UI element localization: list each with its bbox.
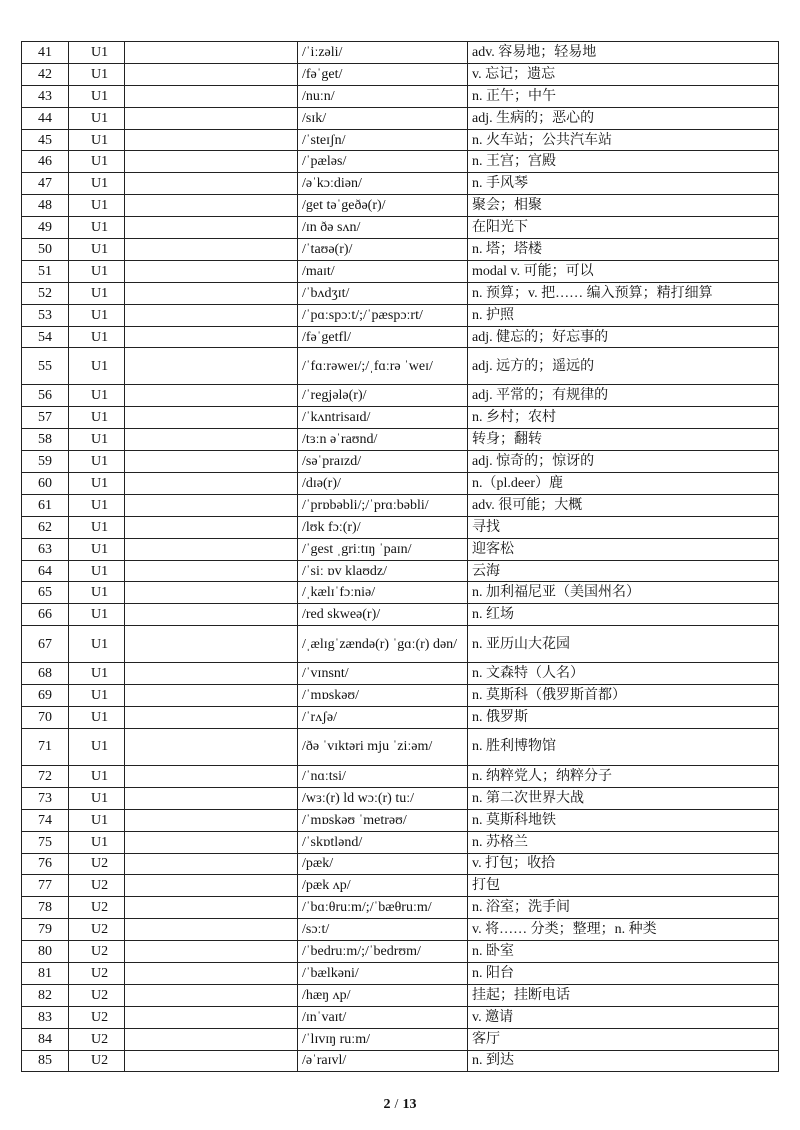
unit-cell: U2 (69, 984, 125, 1006)
table-row (22, 494, 779, 516)
phonetic-cell: /maɪt/ (298, 260, 468, 282)
phonetic-cell: /səˈpraɪzd/ (298, 451, 468, 473)
unit-cell: U1 (69, 260, 125, 282)
meaning-cell: n. 王宫；宫殿 (468, 151, 779, 173)
word-cell (125, 173, 298, 195)
meaning-cell: n. 浴室；洗手间 (468, 897, 779, 919)
word-cell (125, 787, 298, 809)
unit-cell: U1 (69, 728, 125, 765)
unit-cell: U2 (69, 1050, 125, 1072)
row-number-cell: 57 (22, 407, 69, 429)
word-cell (125, 919, 298, 941)
phonetic-cell: /ˈmɒskəʊ/ (298, 685, 468, 707)
meaning-cell: v. 忘记；遗忘 (468, 63, 779, 85)
row-number-cell: 68 (22, 663, 69, 685)
word-cell (125, 809, 298, 831)
table-row (22, 582, 779, 604)
row-number-cell: 56 (22, 385, 69, 407)
unit-cell: U1 (69, 707, 125, 729)
phonetic-cell: /ˈsiː ɒv klaʊdz/ (298, 560, 468, 582)
phonetic-cell: /ˈbɑːθruːm/;/ˈbæθruːm/ (298, 897, 468, 919)
word-cell (125, 473, 298, 495)
phonetic-cell: /get təˈgeðə(r)/ (298, 195, 468, 217)
meaning-cell: n.（pl.deer）鹿 (468, 473, 779, 495)
word-cell (125, 538, 298, 560)
unit-cell: U1 (69, 787, 125, 809)
phonetic-cell: /ˈnɑːtsi/ (298, 765, 468, 787)
word-cell (125, 326, 298, 348)
meaning-cell: v. 打包；收拾 (468, 853, 779, 875)
word-cell (125, 304, 298, 326)
table-row (22, 326, 779, 348)
word-cell (125, 728, 298, 765)
word-cell (125, 984, 298, 1006)
row-number-cell: 62 (22, 516, 69, 538)
phonetic-cell: /ˈprɒbəbli/;/ˈprɑːbəbli/ (298, 494, 468, 516)
table-row (22, 875, 779, 897)
table-row (22, 151, 779, 173)
phonetic-cell: /ɪn ðə sʌn/ (298, 217, 468, 239)
row-number-cell: 49 (22, 217, 69, 239)
table-row (22, 560, 779, 582)
unit-cell: U1 (69, 685, 125, 707)
phonetic-cell: /pæk ʌp/ (298, 875, 468, 897)
phonetic-cell: /ˌkælɪˈfɔːniə/ (298, 582, 468, 604)
row-number-cell: 41 (22, 42, 69, 64)
row-number-cell: 58 (22, 429, 69, 451)
meaning-cell: 云海 (468, 560, 779, 582)
table-row (22, 897, 779, 919)
meaning-cell: 聚会；相聚 (468, 195, 779, 217)
meaning-cell: 迎客松 (468, 538, 779, 560)
table-row (22, 765, 779, 787)
unit-cell: U2 (69, 962, 125, 984)
table-row (22, 348, 779, 385)
unit-cell: U1 (69, 173, 125, 195)
row-number-cell: 83 (22, 1006, 69, 1028)
phonetic-cell: /ðə ˈvɪktəri mju ˈziːəm/ (298, 728, 468, 765)
row-number-cell: 76 (22, 853, 69, 875)
phonetic-cell: /ˈkʌntrisaɪd/ (298, 407, 468, 429)
meaning-cell: adj. 远方的；遥远的 (468, 348, 779, 385)
meaning-cell: modal v. 可能；可以 (468, 260, 779, 282)
meaning-cell: n. 乡村；农村 (468, 407, 779, 429)
word-cell (125, 85, 298, 107)
meaning-cell: adj. 生病的；恶心的 (468, 107, 779, 129)
meaning-cell: n. 红场 (468, 604, 779, 626)
unit-cell: U1 (69, 516, 125, 538)
row-number-cell: 52 (22, 282, 69, 304)
unit-cell: U2 (69, 919, 125, 941)
table-row (22, 787, 779, 809)
phonetic-cell: /hæŋ ʌp/ (298, 984, 468, 1006)
table-row (22, 239, 779, 261)
word-cell (125, 63, 298, 85)
meaning-cell: n. 文森特（人名） (468, 663, 779, 685)
table-row (22, 604, 779, 626)
meaning-cell: n. 护照 (468, 304, 779, 326)
table-row (22, 85, 779, 107)
table-row (22, 728, 779, 765)
table-row (22, 663, 779, 685)
word-cell (125, 1050, 298, 1072)
phonetic-cell: /ɪnˈvaɪt/ (298, 1006, 468, 1028)
unit-cell: U2 (69, 897, 125, 919)
row-number-cell: 51 (22, 260, 69, 282)
table-row (22, 962, 779, 984)
phonetic-cell: /ˈmɒskəʊ ˈmetrəʊ/ (298, 809, 468, 831)
unit-cell: U1 (69, 538, 125, 560)
table-row (22, 941, 779, 963)
unit-cell: U1 (69, 494, 125, 516)
phonetic-cell: /ˈbælkəni/ (298, 962, 468, 984)
row-number-cell: 69 (22, 685, 69, 707)
unit-cell: U1 (69, 451, 125, 473)
unit-cell: U1 (69, 195, 125, 217)
phonetic-cell: /sɪk/ (298, 107, 468, 129)
table-row (22, 1006, 779, 1028)
row-number-cell: 64 (22, 560, 69, 582)
word-cell (125, 348, 298, 385)
row-number-cell: 84 (22, 1028, 69, 1050)
phonetic-cell: /ˈsteɪʃn/ (298, 129, 468, 151)
phonetic-cell: /ˈfɑːrəweɪ/;/ˌfɑːrə ˈweɪ/ (298, 348, 468, 385)
phonetic-cell: /nuːn/ (298, 85, 468, 107)
meaning-cell: n. 亚历山大花园 (468, 626, 779, 663)
word-cell (125, 385, 298, 407)
table-row (22, 626, 779, 663)
meaning-cell: n. 预算；v. 把…… 编入预算；精打细算 (468, 282, 779, 304)
row-number-cell: 74 (22, 809, 69, 831)
unit-cell: U1 (69, 217, 125, 239)
table-row (22, 809, 779, 831)
word-cell (125, 604, 298, 626)
word-cell (125, 195, 298, 217)
phonetic-cell: /dɪə(r)/ (298, 473, 468, 495)
vocabulary-table-body (22, 42, 779, 1072)
meaning-cell: adv. 很可能；大概 (468, 494, 779, 516)
phonetic-cell: /ˈtaʊə(r)/ (298, 239, 468, 261)
phonetic-cell: /ˌælɪgˈzændə(r) ˈgɑː(r) dən/ (298, 626, 468, 663)
meaning-cell: adj. 健忘的；好忘事的 (468, 326, 779, 348)
phonetic-cell: /sɔːt/ (298, 919, 468, 941)
word-cell (125, 560, 298, 582)
word-cell (125, 494, 298, 516)
meaning-cell: adj. 惊奇的；惊讶的 (468, 451, 779, 473)
table-row (22, 260, 779, 282)
row-number-cell: 75 (22, 831, 69, 853)
word-cell (125, 941, 298, 963)
unit-cell: U1 (69, 663, 125, 685)
word-cell (125, 429, 298, 451)
total-page-count: 13 (402, 1097, 417, 1112)
word-cell (125, 42, 298, 64)
row-number-cell: 45 (22, 129, 69, 151)
word-cell (125, 107, 298, 129)
table-row (22, 173, 779, 195)
meaning-cell: adv. 容易地；轻易地 (468, 42, 779, 64)
word-cell (125, 707, 298, 729)
row-number-cell: 54 (22, 326, 69, 348)
phonetic-cell: /red skweə(r)/ (298, 604, 468, 626)
phonetic-cell: /ˈregjələ(r)/ (298, 385, 468, 407)
meaning-cell: n. 火车站；公共汽车站 (468, 129, 779, 151)
table-row (22, 831, 779, 853)
row-number-cell: 66 (22, 604, 69, 626)
row-number-cell: 81 (22, 962, 69, 984)
table-row (22, 685, 779, 707)
meaning-cell: n. 俄罗斯 (468, 707, 779, 729)
word-cell (125, 831, 298, 853)
unit-cell: U1 (69, 304, 125, 326)
phonetic-cell: /ˈlɪvɪŋ ruːm/ (298, 1028, 468, 1050)
unit-cell: U1 (69, 326, 125, 348)
table-row (22, 473, 779, 495)
unit-cell: U1 (69, 560, 125, 582)
meaning-cell: n. 莫斯科（俄罗斯首都） (468, 685, 779, 707)
table-row (22, 451, 779, 473)
meaning-cell: 转身；翻转 (468, 429, 779, 451)
unit-cell: U1 (69, 129, 125, 151)
row-number-cell: 53 (22, 304, 69, 326)
unit-cell: U1 (69, 626, 125, 663)
unit-cell: U1 (69, 107, 125, 129)
unit-cell: U1 (69, 765, 125, 787)
page-footer (0, 1097, 800, 1113)
phonetic-cell: /ˈvɪnsnt/ (298, 663, 468, 685)
table-row (22, 516, 779, 538)
row-number-cell: 43 (22, 85, 69, 107)
unit-cell: U1 (69, 473, 125, 495)
meaning-cell: n. 第二次世界大战 (468, 787, 779, 809)
meaning-cell: 寻找 (468, 516, 779, 538)
meaning-cell: n. 苏格兰 (468, 831, 779, 853)
table-row (22, 429, 779, 451)
table-row (22, 195, 779, 217)
word-cell (125, 875, 298, 897)
row-number-cell: 78 (22, 897, 69, 919)
table-row (22, 407, 779, 429)
table-row (22, 107, 779, 129)
row-number-cell: 46 (22, 151, 69, 173)
word-cell (125, 626, 298, 663)
unit-cell: U2 (69, 853, 125, 875)
vocabulary-table (21, 41, 779, 1072)
word-cell (125, 239, 298, 261)
phonetic-cell: /ˈgest ˌgriːtɪŋ ˈpaɪn/ (298, 538, 468, 560)
phonetic-cell: /ˈskɒtlənd/ (298, 831, 468, 853)
unit-cell: U2 (69, 875, 125, 897)
table-row (22, 707, 779, 729)
word-cell (125, 451, 298, 473)
unit-cell: U1 (69, 151, 125, 173)
unit-cell: U1 (69, 42, 125, 64)
row-number-cell: 63 (22, 538, 69, 560)
table-row (22, 853, 779, 875)
row-number-cell: 70 (22, 707, 69, 729)
row-number-cell: 59 (22, 451, 69, 473)
phonetic-cell: /ˈpæləs/ (298, 151, 468, 173)
phonetic-cell: /fəˈget/ (298, 63, 468, 85)
phonetic-cell: /tɜːn əˈraʊnd/ (298, 429, 468, 451)
unit-cell: U1 (69, 831, 125, 853)
row-number-cell: 65 (22, 582, 69, 604)
word-cell (125, 282, 298, 304)
word-cell (125, 1028, 298, 1050)
table-row (22, 63, 779, 85)
row-number-cell: 48 (22, 195, 69, 217)
meaning-cell: 客厅 (468, 1028, 779, 1050)
unit-cell: U1 (69, 385, 125, 407)
unit-cell: U1 (69, 282, 125, 304)
meaning-cell: n. 卧室 (468, 941, 779, 963)
row-number-cell: 80 (22, 941, 69, 963)
row-number-cell: 47 (22, 173, 69, 195)
row-number-cell: 61 (22, 494, 69, 516)
row-number-cell: 82 (22, 984, 69, 1006)
meaning-cell: n. 纳粹党人；纳粹分子 (468, 765, 779, 787)
table-row (22, 129, 779, 151)
word-cell (125, 260, 298, 282)
table-row (22, 538, 779, 560)
row-number-cell: 71 (22, 728, 69, 765)
row-number-cell: 73 (22, 787, 69, 809)
phonetic-cell: /ˈbʌdʒɪt/ (298, 282, 468, 304)
unit-cell: U1 (69, 348, 125, 385)
phonetic-cell: /fəˈgetfl/ (298, 326, 468, 348)
meaning-cell: n. 胜利博物馆 (468, 728, 779, 765)
table-row (22, 919, 779, 941)
meaning-cell: n. 加利福尼亚（美国州名） (468, 582, 779, 604)
meaning-cell: n. 阳台 (468, 962, 779, 984)
phonetic-cell: /ˈrʌʃə/ (298, 707, 468, 729)
word-cell (125, 765, 298, 787)
phonetic-cell: /ˈiːzəli/ (298, 42, 468, 64)
unit-cell: U2 (69, 1006, 125, 1028)
unit-cell: U1 (69, 582, 125, 604)
meaning-cell: 在阳光下 (468, 217, 779, 239)
row-number-cell: 50 (22, 239, 69, 261)
table-row (22, 42, 779, 64)
word-cell (125, 407, 298, 429)
unit-cell: U1 (69, 407, 125, 429)
unit-cell: U1 (69, 63, 125, 85)
row-number-cell: 42 (22, 63, 69, 85)
meaning-cell: n. 莫斯科地铁 (468, 809, 779, 831)
row-number-cell: 55 (22, 348, 69, 385)
row-number-cell: 85 (22, 1050, 69, 1072)
meaning-cell: adj. 平常的；有规律的 (468, 385, 779, 407)
word-cell (125, 217, 298, 239)
unit-cell: U1 (69, 809, 125, 831)
row-number-cell: 67 (22, 626, 69, 663)
table-row (22, 1028, 779, 1050)
unit-cell: U1 (69, 239, 125, 261)
unit-cell: U2 (69, 941, 125, 963)
phonetic-cell: /pæk/ (298, 853, 468, 875)
word-cell (125, 151, 298, 173)
word-cell (125, 663, 298, 685)
unit-cell: U1 (69, 85, 125, 107)
row-number-cell: 77 (22, 875, 69, 897)
unit-cell: U1 (69, 429, 125, 451)
phonetic-cell: /ˈbedruːm/;/ˈbedrʊm/ (298, 941, 468, 963)
phonetic-cell: /lʊk fɔː(r)/ (298, 516, 468, 538)
table-row (22, 304, 779, 326)
unit-cell: U2 (69, 1028, 125, 1050)
word-cell (125, 897, 298, 919)
meaning-cell: 挂起；挂断电话 (468, 984, 779, 1006)
meaning-cell: n. 塔；塔楼 (468, 239, 779, 261)
phonetic-cell: /ˈpɑːspɔːt/;/ˈpæspɔːrt/ (298, 304, 468, 326)
phonetic-cell: /əˈraɪvl/ (298, 1050, 468, 1072)
table-row (22, 984, 779, 1006)
word-cell (125, 685, 298, 707)
table-row (22, 282, 779, 304)
table-row (22, 385, 779, 407)
row-number-cell: 60 (22, 473, 69, 495)
word-cell (125, 582, 298, 604)
phonetic-cell: /wɜː(r) ld wɔː(r) tuː/ (298, 787, 468, 809)
current-page-number: 2 (383, 1097, 391, 1112)
word-cell (125, 1006, 298, 1028)
row-number-cell: 79 (22, 919, 69, 941)
meaning-cell: v. 邀请 (468, 1006, 779, 1028)
meaning-cell: v. 将…… 分类；整理；n. 种类 (468, 919, 779, 941)
meaning-cell: 打包 (468, 875, 779, 897)
unit-cell: U1 (69, 604, 125, 626)
meaning-cell: n. 正午；中午 (468, 85, 779, 107)
table-row (22, 217, 779, 239)
meaning-cell: n. 到达 (468, 1050, 779, 1072)
word-cell (125, 853, 298, 875)
word-cell (125, 129, 298, 151)
word-cell (125, 962, 298, 984)
row-number-cell: 44 (22, 107, 69, 129)
page-separator: / (394, 1097, 399, 1112)
row-number-cell: 72 (22, 765, 69, 787)
meaning-cell: n. 手风琴 (468, 173, 779, 195)
phonetic-cell: /əˈkɔːdiən/ (298, 173, 468, 195)
table-row (22, 1050, 779, 1072)
word-cell (125, 516, 298, 538)
